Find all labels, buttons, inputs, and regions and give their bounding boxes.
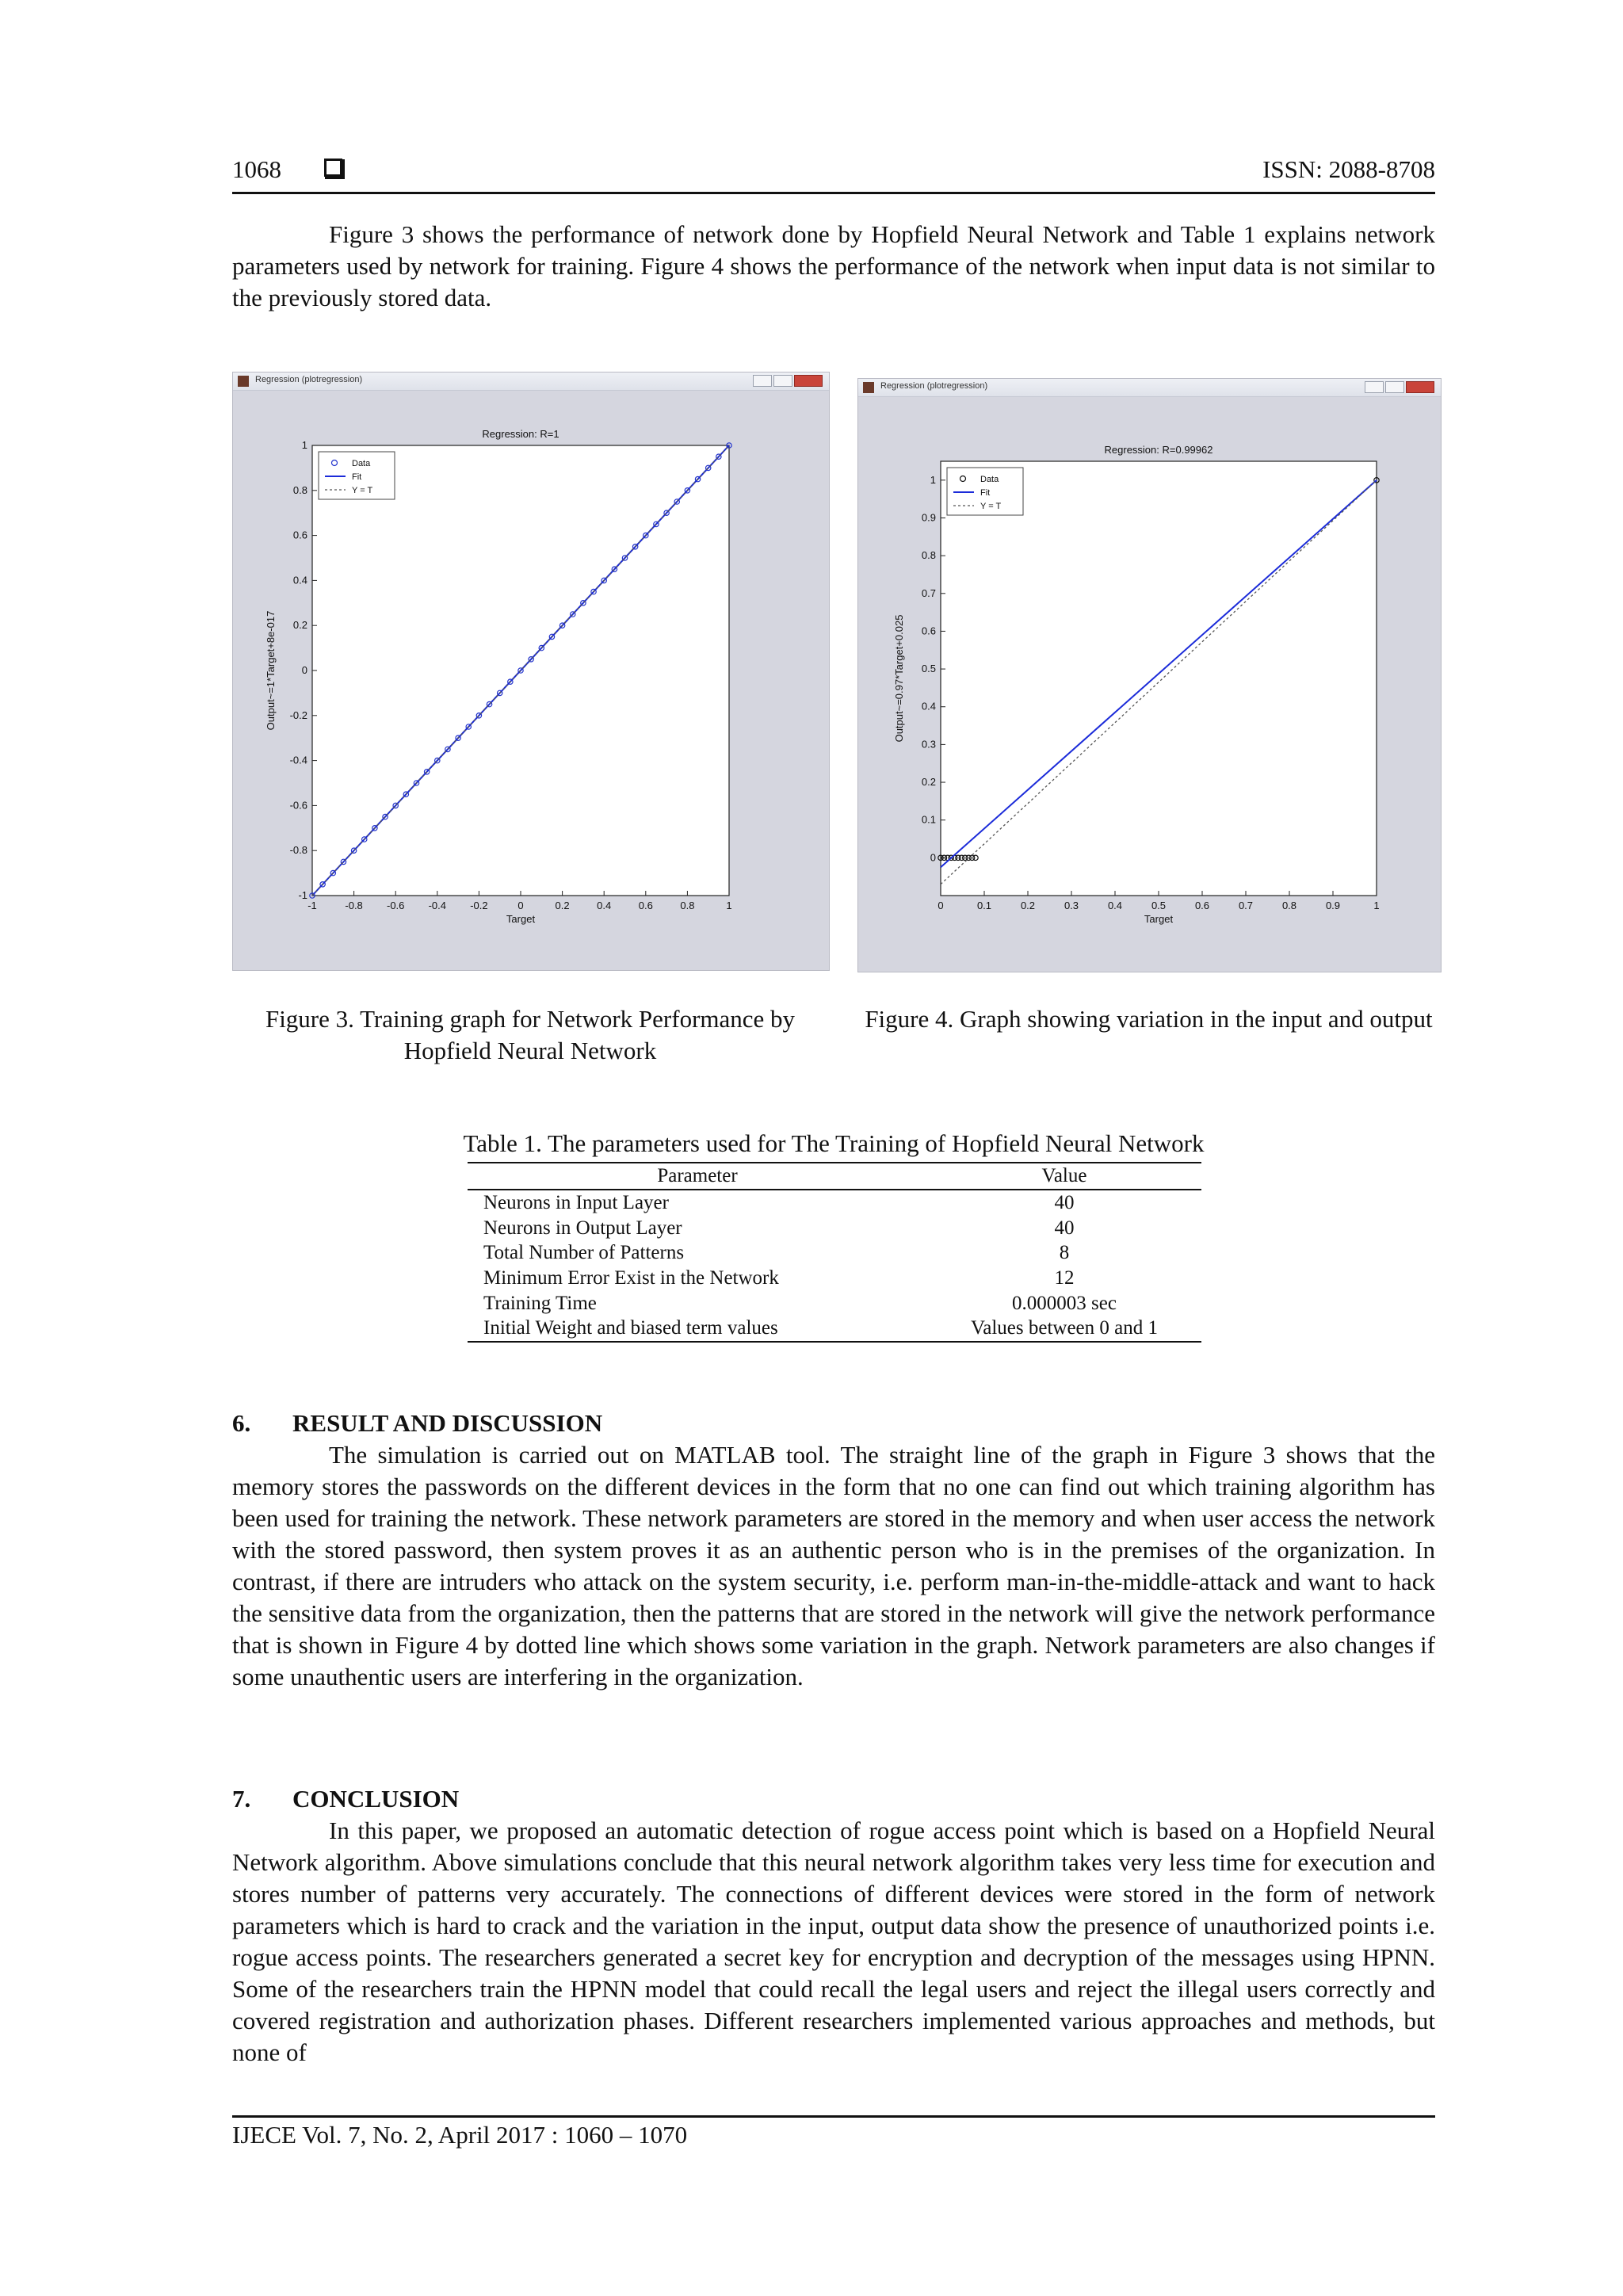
y-tick-label: 0.8 xyxy=(292,483,307,496)
x-tick-label: 0.2 xyxy=(555,900,570,911)
table-cell: Neurons in Output Layer xyxy=(483,1217,682,1239)
table-row xyxy=(468,1240,1201,1266)
x-tick-label: 0.8 xyxy=(680,900,695,911)
table-row xyxy=(468,1190,1201,1216)
plot-area xyxy=(941,461,1377,896)
x-tick-label: 0.6 xyxy=(1194,900,1210,911)
figure-3-chart xyxy=(233,372,829,970)
x-tick-label: 0.4 xyxy=(1107,900,1123,911)
table-row xyxy=(468,1266,1201,1291)
x-tick-label: -0.8 xyxy=(345,900,363,911)
x-tick-label: 0.9 xyxy=(1325,900,1341,911)
y-axis-label: Output~=1*Target+8e-017 xyxy=(265,610,277,731)
x-tick-label: 0 xyxy=(517,900,524,911)
x-tick-label: 1 xyxy=(726,900,732,911)
section-heading-result xyxy=(232,1408,602,1439)
x-tick-label: 0.3 xyxy=(1064,900,1079,911)
chart-title: Regression: R=0.99962 xyxy=(1104,444,1213,456)
table-row xyxy=(468,1290,1201,1316)
table-caption: Table 1. The parameters used for The Training of Hopfield Neural Network xyxy=(463,1129,1205,1157)
legend-label: Y = T xyxy=(352,486,373,495)
figure-3-window xyxy=(232,372,830,971)
y-tick-label: 0.7 xyxy=(921,586,936,599)
table-cell: Initial Weight and biased term values xyxy=(468,1316,927,1342)
y-tick-label: -0.4 xyxy=(289,754,307,766)
x-tick-label: -0.2 xyxy=(470,900,488,911)
y-axis-label: Output~=0.97*Target+0.025 xyxy=(893,614,905,743)
x-axis-label: Target xyxy=(506,913,536,925)
section-title: RESULT AND DISCUSSION xyxy=(292,1409,603,1437)
y-tick-label: 0.4 xyxy=(292,574,307,586)
table-header-cell: Value xyxy=(927,1163,1201,1190)
figure-3-caption: Figure 3. Training graph for Network Performance by Hopfield Neural Network xyxy=(265,1005,796,1064)
y-tick-label: 0.8 xyxy=(921,549,936,562)
x-tick-label: 0.1 xyxy=(976,900,992,911)
y-tick-label: -0.8 xyxy=(289,844,307,857)
table-cell: 8 xyxy=(1059,1242,1070,1264)
window-title: Regression (plotregression) xyxy=(255,375,363,384)
table-cell: Values between 0 and 1 xyxy=(927,1316,1201,1342)
table-cell: Minimum Error Exist in the Network xyxy=(483,1267,779,1289)
x-tick-label: 0.8 xyxy=(1281,900,1297,911)
x-tick-label: 0 xyxy=(938,900,944,911)
legend-label: Y = T xyxy=(980,502,1002,511)
window-title: Regression (plotregression) xyxy=(880,381,988,391)
table-cell: 40 xyxy=(1054,1192,1075,1214)
table-row xyxy=(468,1216,1201,1241)
y-tick-label: 0.6 xyxy=(921,625,936,637)
section-heading-conclusion xyxy=(232,1783,459,1815)
figure-4-window xyxy=(857,378,1442,972)
x-tick-label: 1 xyxy=(1373,900,1380,911)
parameters-table xyxy=(468,1162,1201,1343)
header-rule xyxy=(232,192,1435,194)
section-number: 6. xyxy=(232,1409,251,1437)
section-number: 7. xyxy=(232,1785,251,1813)
y-tick-label: -1 xyxy=(298,889,307,901)
y-tick-label: 0.4 xyxy=(921,700,936,712)
table-row xyxy=(468,1316,1201,1342)
table-header-cell: Parameter xyxy=(468,1163,927,1190)
x-tick-label: -0.6 xyxy=(386,900,405,911)
box-icon xyxy=(324,159,342,177)
y-tick-label: 0.5 xyxy=(921,663,936,675)
x-tick-label: 0.7 xyxy=(1238,900,1254,911)
legend-label: Fit xyxy=(352,472,362,482)
x-tick-label: 0.4 xyxy=(597,900,612,911)
footer-rule xyxy=(232,2115,1435,2118)
y-tick-label: 0.9 xyxy=(921,511,936,524)
y-tick-label: 0 xyxy=(301,664,307,676)
table-cell: 40 xyxy=(1054,1217,1075,1239)
y-tick-label: 0 xyxy=(930,851,936,864)
y-tick-label: 0.2 xyxy=(921,776,936,789)
section-title: CONCLUSION xyxy=(292,1785,460,1813)
y-tick-label: 0.1 xyxy=(921,813,936,826)
x-tick-label: 0.2 xyxy=(1020,900,1036,911)
legend-label: Data xyxy=(352,459,371,468)
figure-4-chart xyxy=(858,379,1441,972)
issn: ISSN: 2088-8708 xyxy=(1262,155,1435,183)
chart-title: Regression: R=1 xyxy=(482,428,559,440)
page-header xyxy=(232,155,1435,193)
x-tick-label: 0.5 xyxy=(1151,900,1167,911)
y-tick-label: 1 xyxy=(930,473,936,486)
y-tick-label: 0.2 xyxy=(292,619,307,632)
x-tick-label: 0.6 xyxy=(638,900,653,911)
result-paragraph: The simulation is carried out on MATLAB tool. The straight line of the graph in Figure 3 shows that the memory stores the passwords on the different devices in the form that no one can find out which training algorithm has been used for training the network. These network parameters are stored in the memory and when user access the network with the stored password, then system proves it as an authentic person who is in the premises of the organization. In contrast, if there are intruders who attack on the system security, i.e. perform man-in-the-middle-attack and want to hack the sensitive data from the organization, then the patterns that are stored in the network will give the network performance that is shown in Figure 4 by dotted line which shows some variation in the graph. Network parameters are also changes if some unauthentic users are interfering in the organization. xyxy=(232,1441,1435,1690)
y-tick-label: -0.6 xyxy=(289,799,307,812)
table-cell: Training Time xyxy=(483,1292,597,1314)
page-number: 1068 xyxy=(232,155,281,183)
x-tick-label: -1 xyxy=(307,900,317,911)
y-tick-label: -0.2 xyxy=(289,709,307,721)
legend-label: Data xyxy=(980,475,999,484)
conclusion-paragraph: In this paper, we proposed an automatic detection of rogue access point which is based on a Hopfield Neural Network algorithm. Above simulations conclude that this neural network algorithm takes very less time for execution and stores number of patterns very accurately. The connections of different devices were stored in the form of network parameters which is hard to crack and the variation in the input, output data show the presence of unauthorized points i.e. rogue access points. The researchers generated a secret key for encryption and decryption of the messages using HPNN. Some of the researchers train the HPNN model that could recall the legal users and reject the illegal users correctly and covered registration and authorization phases. Different researchers implemented various approaches and methods, but none of xyxy=(232,1817,1435,2066)
x-axis-label: Target xyxy=(1144,913,1174,925)
table-cell: 12 xyxy=(1054,1267,1075,1289)
table-cell: Neurons in Input Layer xyxy=(483,1192,669,1214)
y-tick-label: 0.6 xyxy=(292,529,307,541)
y-tick-label: 0.3 xyxy=(921,738,936,751)
table-cell: 0.000003 sec xyxy=(1012,1292,1117,1314)
figure-4-caption: Figure 4. Graph showing variation in the input and output xyxy=(865,1005,1433,1033)
intro-paragraph: Figure 3 shows the performance of network done by Hopfield Neural Network and Table 1 explains network parameters used by network for training. Figure 4 shows the performance of the network when input data is not similar to the previously stored data. xyxy=(232,220,1435,311)
table-header-row xyxy=(468,1163,1201,1190)
x-tick-label: -0.4 xyxy=(428,900,447,911)
table-cell: Total Number of Patterns xyxy=(483,1242,685,1264)
y-tick-label: 1 xyxy=(301,439,307,451)
page-footer: IJECE Vol. 7, No. 2, April 2017 : 1060 – 1070 xyxy=(232,2121,688,2149)
legend-label: Fit xyxy=(980,488,991,498)
